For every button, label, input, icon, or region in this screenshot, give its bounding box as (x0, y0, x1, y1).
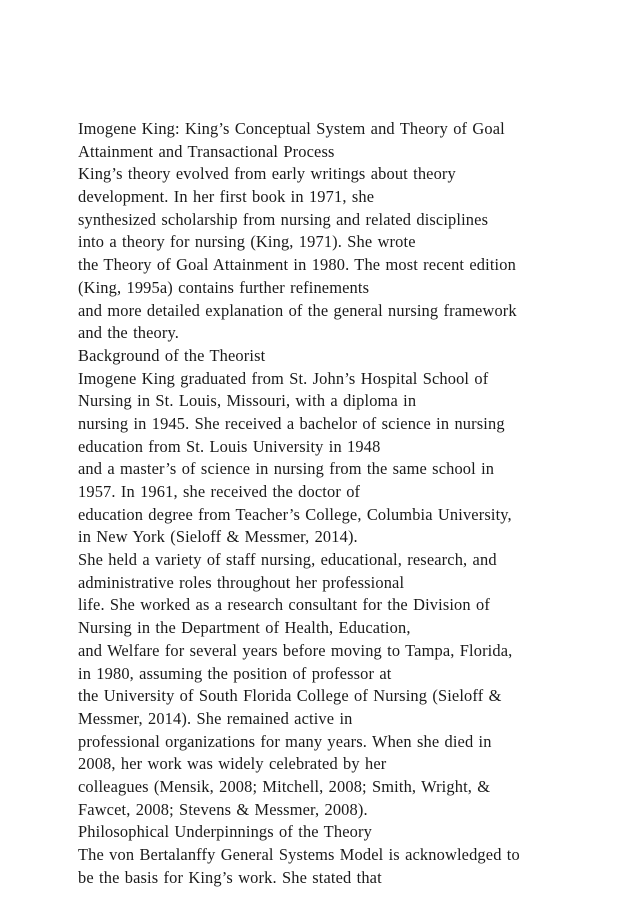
paragraph-line: education degree from Teacher’s College, Columbia University, (78, 504, 512, 524)
paragraph-line: professional organizations for many years. When she died in (78, 731, 492, 751)
paragraph-line: education from St. Louis University in 1948 (78, 436, 381, 456)
paragraph-line: life. She worked as a research consultant for the Division of (78, 595, 490, 615)
title-line-2: Attainment and Transactional Process (78, 141, 335, 161)
title-line-1: Imogene King: King’s Conceptual System and Theory of Goal (78, 119, 505, 138)
paragraph-line: and a master’s of science in nursing from the same school in (78, 459, 495, 479)
paragraph-line: the Theory of Goal Attainment in 1980. The most recent edition (78, 255, 516, 275)
paragraph-line: nursing in 1945. She received a bachelor of science in nursing (78, 413, 505, 433)
paragraph-line: and the theory. (78, 323, 180, 343)
paragraph-line: be the basis for King’s work. She stated that (78, 867, 382, 887)
document-body (78, 118, 618, 889)
paragraph-line: colleagues (Mensik, 2008; Mitchell, 2008; Smith, Wright, & (78, 776, 491, 796)
paragraph-line: administrative roles throughout her professional (78, 572, 405, 592)
paragraph-line: development. In her first book in 1971, she (78, 187, 375, 207)
paragraph-line: Nursing in St. Louis, Missouri, with a diploma in (78, 391, 417, 411)
paragraph-line: She held a variety of staff nursing, educational, research, and (78, 550, 497, 570)
section-heading-philosophical: Philosophical Underpinnings of the Theory (78, 822, 372, 842)
paragraph-line: King’s theory evolved from early writings about theory (78, 164, 456, 184)
paragraph-line: in New York (Sieloff & Messmer, 2014). (78, 527, 358, 547)
paragraph-line: in 1980, assuming the position of professor at (78, 663, 392, 683)
paragraph-line: the University of South Florida College of Nursing (Sieloff & (78, 686, 502, 706)
paragraph-line: synthesized scholarship from nursing and related disciplines (78, 209, 489, 229)
section-heading-background: Background of the Theorist (78, 345, 266, 365)
paragraph-line: into a theory for nursing (King, 1971). She wrote (78, 232, 416, 252)
paragraph-line: The von Bertalanffy General Systems Model is acknowledged to (78, 845, 520, 864)
paragraph-line: Fawcet, 2008; Stevens & Messmer, 2008). (78, 799, 368, 819)
paragraph-line: 2008, her work was widely celebrated by her (78, 754, 387, 774)
paragraph-line: Nursing in the Department of Health, Education, (78, 618, 411, 638)
paragraph-line: Imogene King graduated from St. John’s Hospital School of (78, 368, 489, 388)
paragraph-line: 1957. In 1961, she received the doctor of (78, 482, 361, 501)
paragraph-line: and Welfare for several years before moving to Tampa, Florida, (78, 640, 513, 660)
paragraph-line: Messmer, 2014). She remained active in (78, 708, 353, 728)
paragraph-line: and more detailed explanation of the general nursing framework (78, 300, 517, 320)
paragraph-line: (King, 1995a) contains further refinements (78, 277, 370, 297)
